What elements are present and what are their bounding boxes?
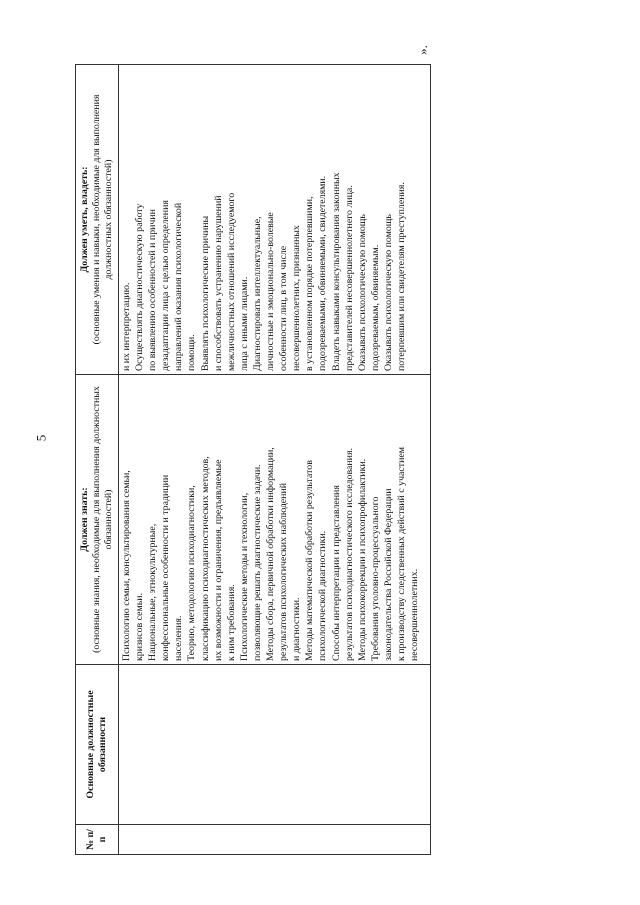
skills-line: Владеть навыками консультирования законных: [330, 172, 342, 371]
knowledge-line: результатов психологических наблюдений: [278, 482, 290, 661]
knowledge-line: их возможности и ограничения, предъявляемые: [212, 459, 224, 661]
skills-line: потерпевшим или свидетелям преступления.: [395, 182, 407, 371]
knowledge-line: Способы интерпретации и представления: [330, 485, 342, 661]
header-duties-title: Основные должностные обязанности: [85, 690, 108, 799]
skills-line: особенности лиц, в том числе: [278, 245, 290, 371]
knowledge-line: Психологические методы и технологии,: [238, 492, 250, 661]
knowledge-line: конфессиональные особенности и традиции: [160, 474, 172, 661]
skills-line: несовершеннолетних, признанных: [291, 225, 303, 371]
cell-number: [119, 825, 431, 855]
knowledge-line: несовершеннолетних.: [409, 568, 421, 661]
knowledge-line: Методы психокоррекции и психопрофилактики.: [356, 458, 368, 661]
skills-line: лица с иными лицами.: [238, 276, 250, 371]
header-number: [76, 825, 119, 855]
knowledge-line: Требования уголовно-процессуального: [369, 496, 381, 661]
skills-line: Выявлять психологические причины: [199, 215, 211, 371]
skills-line: Оказывать психологическую помощь: [356, 214, 368, 371]
skills-line: и их интерпретацию.: [121, 282, 132, 371]
duties-table: [75, 64, 431, 855]
skills-line: личностные и эмоционально-волевые: [265, 212, 277, 371]
knowledge-line: Психологию семьи, консультирования семьи,: [121, 470, 132, 661]
knowledge-line: позволяющие решать диагностические задачи.: [251, 464, 263, 661]
skills-line: направлений оказания психологической: [173, 202, 185, 371]
header-knowledge-title: Должен знать:: [79, 487, 90, 552]
table-row: [119, 65, 431, 855]
header-knowledge-subtitle: (основные знания, необходимые для выполнения должностных обязанностей): [91, 386, 114, 653]
cell-knowledge: [119, 375, 431, 665]
knowledge-line: кризисов семьи.: [134, 592, 146, 661]
skills-line: по выявлению особенностей и причин: [147, 209, 159, 371]
header-skills: [76, 65, 119, 375]
knowledge-line: психологической диагностики.: [317, 530, 329, 661]
knowledge-line: Национальные, этнокультурные,: [147, 523, 159, 661]
knowledge-line: Методы сбора, первичной обработки информации,: [265, 447, 277, 661]
header-skills-title: Должен уметь, владеть:: [79, 166, 90, 273]
knowledge-line: Теорию, методологию психодиагностики,: [186, 485, 198, 661]
skills-line: в установленном порядке потерпевшими,: [304, 196, 316, 371]
header-knowledge: [76, 375, 119, 665]
knowledge-line: Методы математической обработки результатов: [304, 460, 316, 661]
knowledge-line: и диагностики.: [291, 597, 303, 661]
table-header-row: [76, 65, 119, 855]
skills-line: Оказывать психологическую помощь: [382, 214, 394, 371]
skills-line: Осуществлять диагностическую работу: [134, 203, 146, 371]
skills-line: подозреваемыми, обвиняемыми, свидетелями.: [317, 175, 329, 371]
skills-line: и способствовать устранению нарушений: [212, 195, 224, 371]
header-duties: [76, 665, 119, 825]
header-skills-subtitle: (основные умения и навыки, необходимые для выполнения должностных обязанностей): [91, 94, 114, 345]
cell-skills: [119, 65, 431, 375]
header-number-title: № п/п: [85, 829, 108, 850]
skills-line: подозреваемым, обвиняемым.: [369, 244, 381, 371]
skills-line: представителей несовершеннолетнего лица.: [343, 185, 355, 371]
knowledge-line: населения.: [173, 615, 185, 661]
page-number: 5: [33, 434, 49, 442]
knowledge-line: классификацию психодиагностических методов,: [199, 456, 211, 661]
cell-duties: [119, 665, 431, 825]
skills-line: дезадаптации лица с целью определения: [160, 200, 172, 371]
rotated-table-container: [75, 65, 431, 855]
knowledge-line: результатов психодиагностического исследования.: [343, 448, 355, 661]
knowledge-line: к ним требования.: [225, 584, 237, 661]
skills-line: межличностных отношений исследуемого: [225, 192, 237, 371]
skills-line: помощи.: [186, 334, 198, 371]
knowledge-line: к производству следственных действий с участием: [395, 446, 407, 661]
knowledge-line: законодательства Российской Федерации: [382, 488, 394, 661]
skills-line: Диагностировать интеллектуальные,: [251, 216, 263, 371]
closing-quote-mark: ».: [414, 45, 430, 55]
